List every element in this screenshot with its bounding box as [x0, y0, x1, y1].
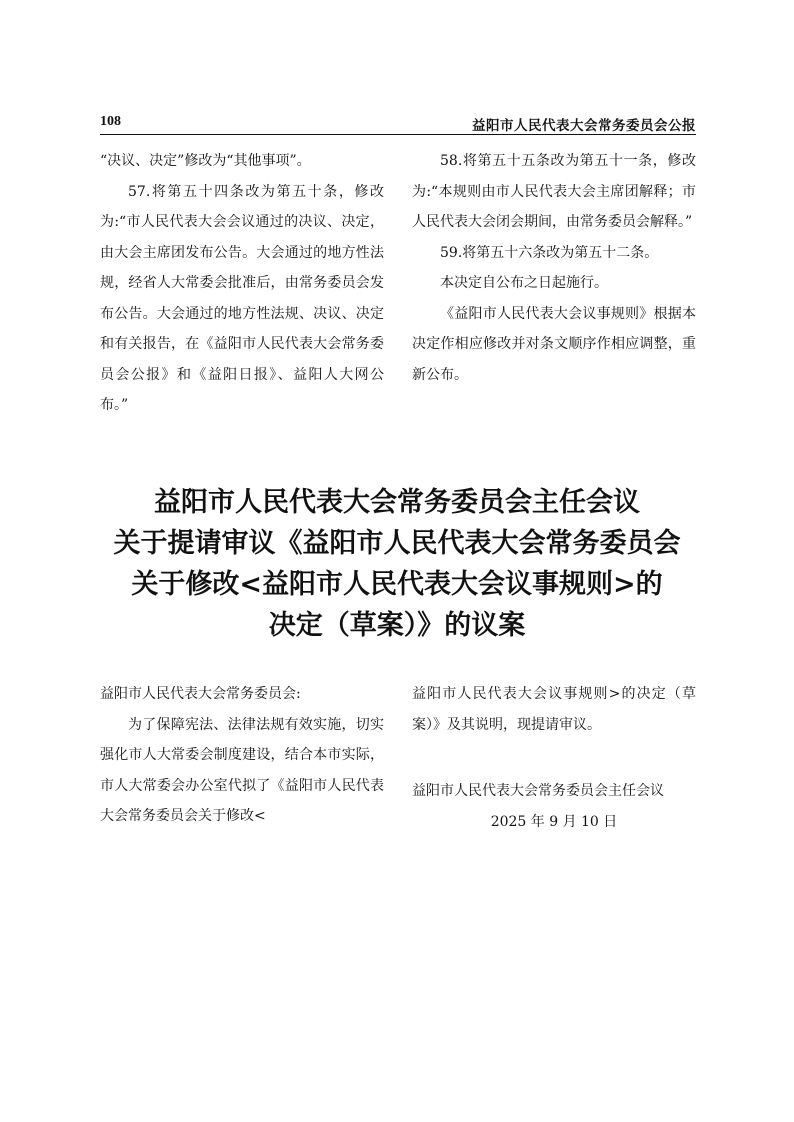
title-line: 关于修改<益阳市人民代表大会议事规则>的 [131, 569, 663, 600]
signatory: 益阳市人民代表大会常务委员会主任会议 [412, 783, 664, 799]
paragraph-article-57: 57.将第五十四条改为第五十条，修改为:“市人民代表大会会议通过的决议、决定，由大会主席团发布公告。大会通过的地方性法规，经省人大常委会批准后，由常务委员会发布公告。大会通过的地方性法规、决议、决定和有关报告，在《益阳市人民代表大会常务委员会公报》和《益阳日报》、益阳人大网公布。” [100, 183, 384, 413]
motion-body-continued: 益阳市人民代表大会议事规则>的决定（草案）》及其说明，现提请审议。 [412, 686, 696, 733]
salutation: 益阳市人民代表大会常务委员会: [100, 686, 301, 702]
paragraph-article-58: 58.将第五十五条改为第五十一条，修改为:“本规则由市人民代表大会主席团解释；市人民代表大会闭会期间，由常务委员会解释。” [412, 153, 696, 230]
bottom-left-column [100, 679, 384, 832]
running-header [100, 112, 696, 135]
title-line: 关于提请审议《益阳市人民代表大会常务委员会 [113, 528, 681, 559]
paragraph-effective-date: 本决定自公布之日起施行。 [440, 275, 608, 291]
journal-title: 益阳市人民代表大会常务委员会公报 [472, 118, 696, 134]
paragraph: “决议、决定”修改为“其他事项”。 [100, 153, 311, 169]
document-title [60, 482, 734, 646]
title-line: 益阳市人民代表大会常务委员会主任会议 [154, 487, 640, 518]
title-line: 决定（草案）》的议案 [268, 610, 526, 641]
motion-body: 为了保障宪法、法律法规有效实施，切实强化市人大常委会制度建设，结合本市实际，市人大常委会办公室代拟了《益阳市人民代表大会常务委员会关于修改< [100, 716, 384, 824]
top-left-column [100, 146, 384, 421]
signature-date: 2025 年 9 月 10 日 [490, 813, 618, 830]
page-number: 108 [100, 114, 121, 129]
top-right-column [412, 146, 696, 390]
paragraph-republication: 《益阳市人民代表大会议事规则》根据本决定作相应修改并对条文顺序作相应调整，重新公布。 [412, 305, 696, 383]
paragraph-article-59: 59.将第五十六条改为第五十二条。 [440, 244, 659, 261]
bottom-right-column [412, 679, 696, 837]
